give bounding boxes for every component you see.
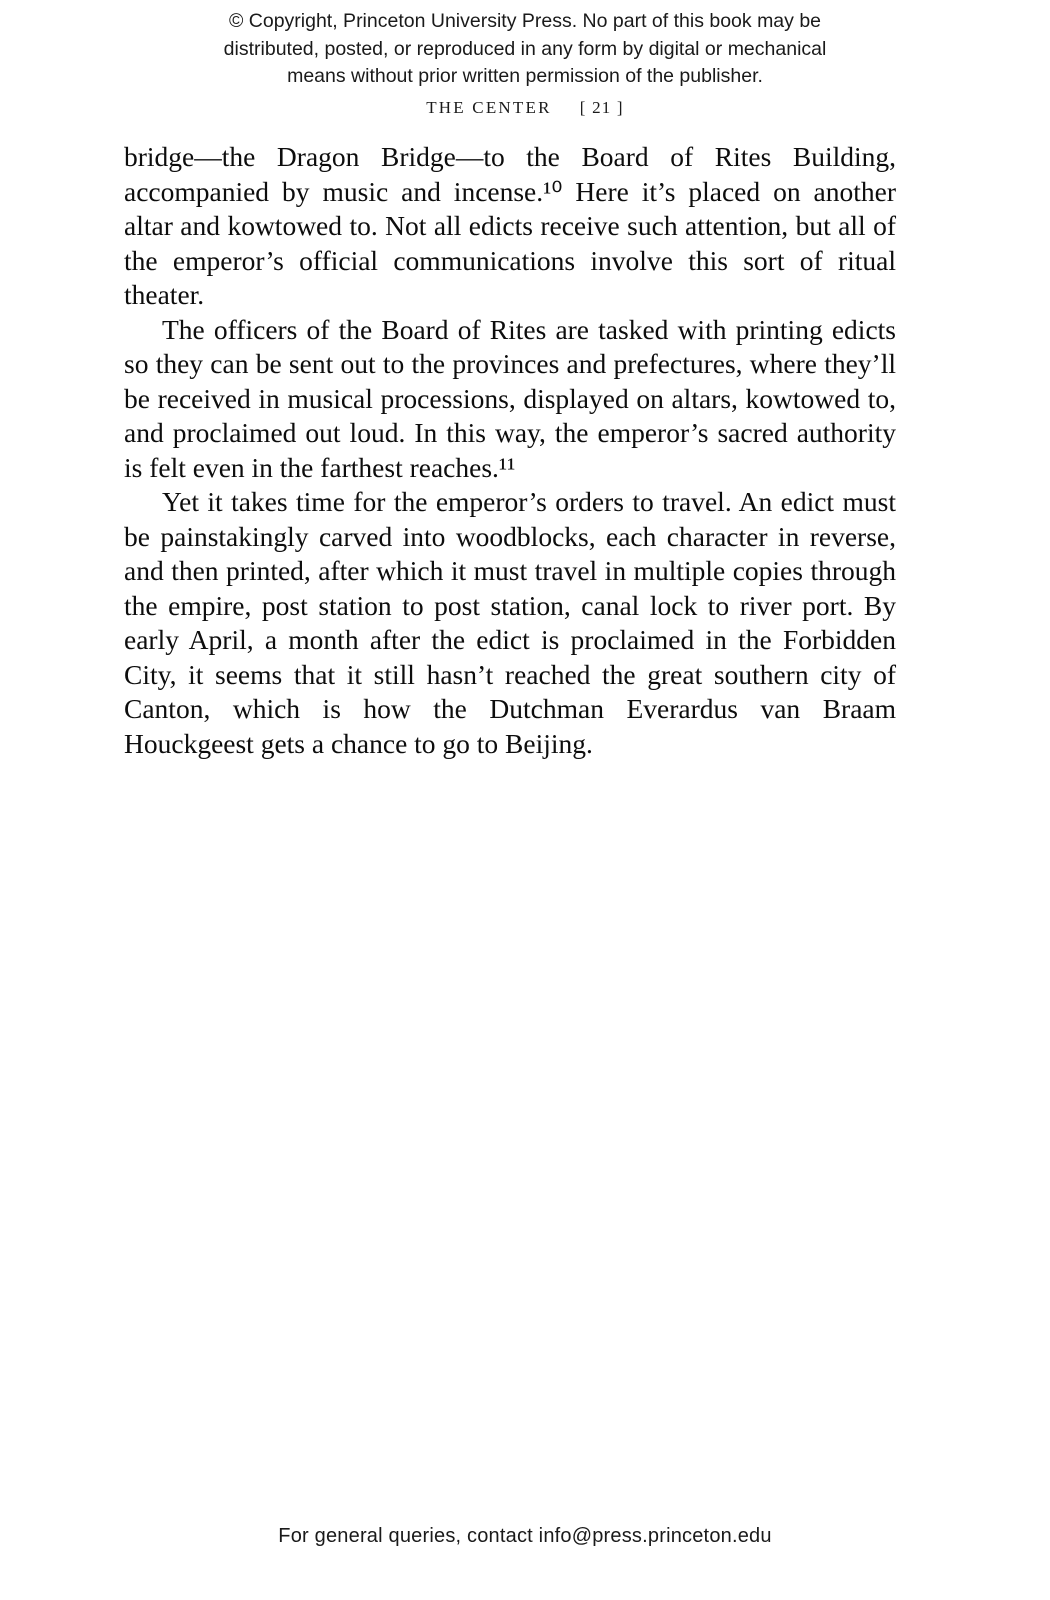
running-head-title: THE CENTER (426, 98, 552, 117)
page-number: [ 21 ] (579, 98, 624, 117)
paragraph: Yet it takes time for the emperor’s orders to travel. An edict must be painstakingly carved into woodblocks, each character in reverse, and then printed, after which it must travel in multiple copies through the empire, post station to post station, canal lock to river port. By early April, a month after the edict is proclaimed in the Forbidden City, it seems that it still hasn’t reached the great southern city of Canton, which is how the Dutchman Everardus van Braam Houckgeest gets a chance to go to Beijing. (124, 486, 896, 759)
copyright-line-3: means without prior written permission of the publisher. (287, 65, 763, 88)
running-head (0, 98, 1050, 118)
copyright-notice (0, 8, 1050, 91)
paragraph: The officers of the Board of Rites are tasked with printing edicts so they can be sent out to the provinces and prefectures, where they’ll be received in musical processions, displayed on altars, kowtowed to, and proclaimed out loud. In this way, the emperor’s sacred authority is felt even in the farthest reaches.¹¹ (124, 313, 896, 483)
body-text (124, 140, 896, 761)
copyright-line-1: © Copyright, Princeton University Press. No part of this book may be (228, 10, 822, 32)
footer-queries-note: For general queries, contact info@press.princeton.edu (278, 1525, 772, 1547)
paragraph: bridge—the Dragon Bridge—to the Board of Rites Building, accompanied by music and incense.¹⁰ Here it’s placed on another altar and kowtowed to. Not all edicts receive such attention, but all of the emperor’s official communications involve this sort of ritual theater. (124, 141, 896, 310)
copyright-line-2: distributed, posted, or reproduced in any form by digital or mechanical (223, 37, 827, 60)
